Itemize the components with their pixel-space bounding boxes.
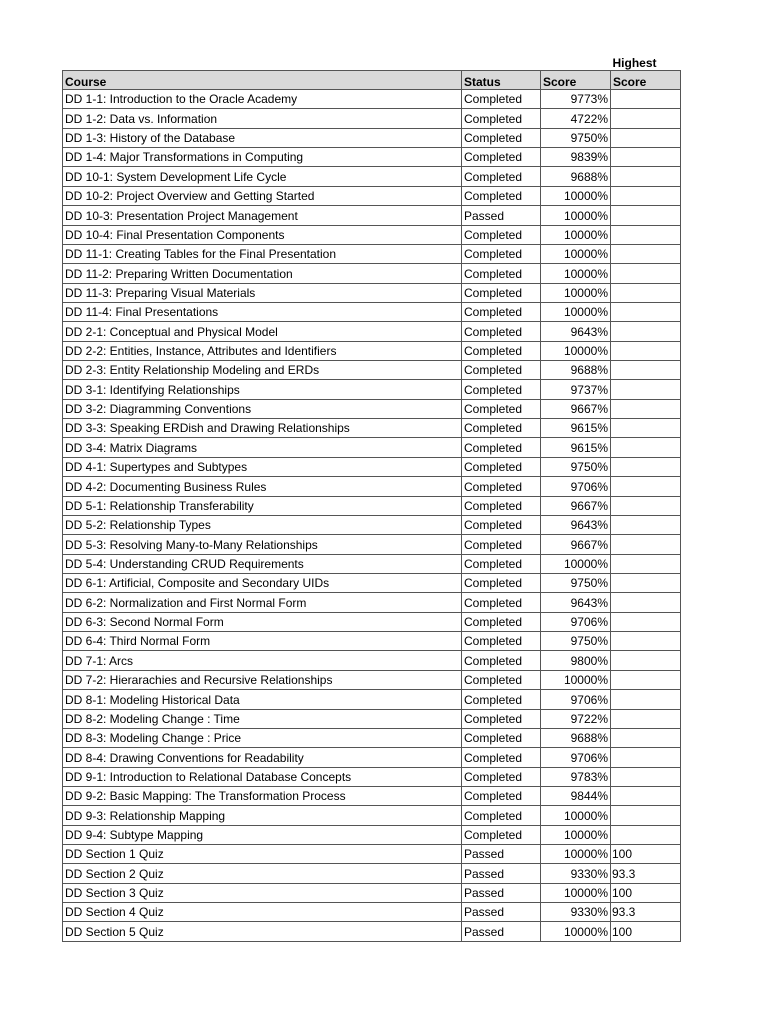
course-cell: DD 5-3: Resolving Many-to-Many Relationships bbox=[63, 535, 462, 554]
status-cell: Completed bbox=[462, 554, 541, 573]
course-cell: DD Section 3 Quiz bbox=[63, 883, 462, 902]
course-cell: DD 1-1: Introduction to the Oracle Academy bbox=[63, 90, 462, 109]
score-cell: 10000% bbox=[541, 244, 611, 263]
status-cell: Completed bbox=[462, 438, 541, 457]
header-status: Status bbox=[462, 71, 541, 90]
status-cell: Completed bbox=[462, 457, 541, 476]
table-row bbox=[63, 438, 681, 457]
highest-score-cell bbox=[611, 651, 681, 670]
status-cell: Completed bbox=[462, 535, 541, 554]
highest-score-cell bbox=[611, 670, 681, 689]
table-row bbox=[63, 244, 681, 263]
highest-score-cell bbox=[611, 496, 681, 515]
highest-score-cell bbox=[611, 806, 681, 825]
score-cell: 9688% bbox=[541, 361, 611, 380]
highest-score-cell bbox=[611, 109, 681, 128]
highest-score-cell bbox=[611, 399, 681, 418]
highest-score-cell bbox=[611, 748, 681, 767]
course-cell: DD 6-2: Normalization and First Normal Form bbox=[63, 593, 462, 612]
course-cell: DD 2-1: Conceptual and Physical Model bbox=[63, 322, 462, 341]
status-cell: Completed bbox=[462, 109, 541, 128]
course-cell: DD 9-3: Relationship Mapping bbox=[63, 806, 462, 825]
table-row bbox=[63, 90, 681, 109]
table-row bbox=[63, 186, 681, 205]
status-cell: Completed bbox=[462, 225, 541, 244]
course-cell: DD 10-4: Final Presentation Components bbox=[63, 225, 462, 244]
status-cell: Completed bbox=[462, 690, 541, 709]
status-cell: Completed bbox=[462, 186, 541, 205]
course-cell: DD 3-2: Diagramming Conventions bbox=[63, 399, 462, 418]
header-super-row bbox=[63, 56, 681, 71]
score-cell: 10000% bbox=[541, 670, 611, 689]
course-cell: DD 1-4: Major Transformations in Computing bbox=[63, 148, 462, 167]
highest-score-cell bbox=[611, 283, 681, 302]
course-cell: DD 6-1: Artificial, Composite and Secondary UIDs bbox=[63, 573, 462, 592]
highest-score-cell bbox=[611, 573, 681, 592]
course-cell: DD 10-3: Presentation Project Management bbox=[63, 206, 462, 225]
score-cell: 10000% bbox=[541, 825, 611, 844]
highest-score-cell: 100 bbox=[611, 922, 681, 941]
highest-score-cell bbox=[611, 244, 681, 263]
highest-score-cell bbox=[611, 167, 681, 186]
score-cell: 9839% bbox=[541, 148, 611, 167]
course-cell: DD 1-2: Data vs. Information bbox=[63, 109, 462, 128]
table-row bbox=[63, 148, 681, 167]
status-cell: Completed bbox=[462, 767, 541, 786]
score-cell: 9615% bbox=[541, 438, 611, 457]
highest-score-cell bbox=[611, 612, 681, 631]
table-row bbox=[63, 612, 681, 631]
status-cell: Completed bbox=[462, 632, 541, 651]
score-cell: 10000% bbox=[541, 806, 611, 825]
highest-score-cell bbox=[611, 148, 681, 167]
header-course: Course bbox=[63, 71, 462, 90]
status-cell: Completed bbox=[462, 322, 541, 341]
highest-score-cell bbox=[611, 593, 681, 612]
table-row bbox=[63, 593, 681, 612]
score-cell: 10000% bbox=[541, 883, 611, 902]
course-cell: DD 3-1: Identifying Relationships bbox=[63, 380, 462, 399]
table-row bbox=[63, 573, 681, 592]
highest-score-cell bbox=[611, 128, 681, 147]
highest-score-cell bbox=[611, 341, 681, 360]
table-row bbox=[63, 632, 681, 651]
status-cell: Completed bbox=[462, 612, 541, 631]
table-row bbox=[63, 922, 681, 941]
score-cell: 10000% bbox=[541, 206, 611, 225]
highest-score-cell bbox=[611, 477, 681, 496]
course-cell: DD 2-2: Entities, Instance, Attributes and Identifiers bbox=[63, 341, 462, 360]
score-cell: 9643% bbox=[541, 593, 611, 612]
table-row bbox=[63, 786, 681, 805]
score-cell: 9643% bbox=[541, 322, 611, 341]
course-cell: DD 3-4: Matrix Diagrams bbox=[63, 438, 462, 457]
status-cell: Completed bbox=[462, 806, 541, 825]
table-row bbox=[63, 109, 681, 128]
table-body bbox=[63, 90, 681, 942]
highest-score-cell bbox=[611, 767, 681, 786]
course-cell: DD 8-4: Drawing Conventions for Readability bbox=[63, 748, 462, 767]
score-cell: 9667% bbox=[541, 399, 611, 418]
table-row bbox=[63, 515, 681, 534]
score-cell: 10000% bbox=[541, 554, 611, 573]
score-cell: 9706% bbox=[541, 477, 611, 496]
score-cell: 9750% bbox=[541, 128, 611, 147]
status-cell: Passed bbox=[462, 922, 541, 941]
score-cell: 9737% bbox=[541, 380, 611, 399]
course-cell: DD Section 2 Quiz bbox=[63, 864, 462, 883]
highest-score-cell bbox=[611, 690, 681, 709]
score-cell: 9706% bbox=[541, 612, 611, 631]
course-cell: DD 9-4: Subtype Mapping bbox=[63, 825, 462, 844]
status-cell: Completed bbox=[462, 90, 541, 109]
course-cell: DD 8-3: Modeling Change : Price bbox=[63, 728, 462, 747]
highest-score-cell bbox=[611, 709, 681, 728]
table-row bbox=[63, 845, 681, 864]
table-row bbox=[63, 767, 681, 786]
score-cell: 9722% bbox=[541, 709, 611, 728]
table-row bbox=[63, 283, 681, 302]
highest-score-cell bbox=[611, 728, 681, 747]
score-cell: 9667% bbox=[541, 535, 611, 554]
score-cell: 9643% bbox=[541, 515, 611, 534]
course-cell: DD 4-1: Supertypes and Subtypes bbox=[63, 457, 462, 476]
course-cell: DD 11-1: Creating Tables for the Final Presentation bbox=[63, 244, 462, 263]
table-row bbox=[63, 380, 681, 399]
highest-score-cell bbox=[611, 90, 681, 109]
score-cell: 9706% bbox=[541, 748, 611, 767]
score-cell: 9750% bbox=[541, 632, 611, 651]
table-row bbox=[63, 457, 681, 476]
course-cell: DD Section 5 Quiz bbox=[63, 922, 462, 941]
table-row bbox=[63, 554, 681, 573]
header-spacer bbox=[462, 56, 541, 71]
score-cell: 9800% bbox=[541, 651, 611, 670]
course-cell: DD 3-3: Speaking ERDish and Drawing Relationships bbox=[63, 419, 462, 438]
status-cell: Completed bbox=[462, 341, 541, 360]
status-cell: Completed bbox=[462, 128, 541, 147]
highest-score-cell bbox=[611, 786, 681, 805]
highest-score-cell bbox=[611, 206, 681, 225]
table-row bbox=[63, 302, 681, 321]
course-cell: DD 6-4: Third Normal Form bbox=[63, 632, 462, 651]
status-cell: Completed bbox=[462, 825, 541, 844]
status-cell: Completed bbox=[462, 477, 541, 496]
course-cell: DD 7-1: Arcs bbox=[63, 651, 462, 670]
score-cell: 10000% bbox=[541, 225, 611, 244]
table-row bbox=[63, 225, 681, 244]
status-cell: Passed bbox=[462, 206, 541, 225]
highest-score-cell bbox=[611, 419, 681, 438]
highest-score-cell bbox=[611, 535, 681, 554]
status-cell: Passed bbox=[462, 903, 541, 922]
score-cell: 9773% bbox=[541, 90, 611, 109]
header-row bbox=[63, 71, 681, 90]
highest-score-cell bbox=[611, 515, 681, 534]
status-cell: Completed bbox=[462, 167, 541, 186]
status-cell: Completed bbox=[462, 496, 541, 515]
course-cell: DD 1-3: History of the Database bbox=[63, 128, 462, 147]
score-cell: 10000% bbox=[541, 302, 611, 321]
status-cell: Completed bbox=[462, 380, 541, 399]
table-row bbox=[63, 496, 681, 515]
highest-score-cell: 93.3 bbox=[611, 864, 681, 883]
course-cell: DD Section 1 Quiz bbox=[63, 845, 462, 864]
score-cell: 10000% bbox=[541, 186, 611, 205]
course-cell: DD 11-2: Preparing Written Documentation bbox=[63, 264, 462, 283]
header-highest-bottom: Score bbox=[611, 71, 681, 90]
highest-score-cell bbox=[611, 438, 681, 457]
score-cell: 9330% bbox=[541, 864, 611, 883]
status-cell: Completed bbox=[462, 748, 541, 767]
table-row bbox=[63, 670, 681, 689]
highest-score-cell bbox=[611, 302, 681, 321]
status-cell: Completed bbox=[462, 709, 541, 728]
table-row bbox=[63, 206, 681, 225]
status-cell: Completed bbox=[462, 786, 541, 805]
course-cell: DD 6-3: Second Normal Form bbox=[63, 612, 462, 631]
highest-score-cell bbox=[611, 186, 681, 205]
table-row bbox=[63, 690, 681, 709]
highest-score-cell bbox=[611, 632, 681, 651]
header-highest-top: Highest bbox=[612, 56, 657, 70]
table-row bbox=[63, 825, 681, 844]
score-cell: 9844% bbox=[541, 786, 611, 805]
header-spacer bbox=[541, 56, 611, 71]
status-cell: Passed bbox=[462, 883, 541, 902]
highest-score-cell bbox=[611, 554, 681, 573]
status-cell: Completed bbox=[462, 283, 541, 302]
status-cell: Completed bbox=[462, 728, 541, 747]
table-row bbox=[63, 167, 681, 186]
highest-score-cell bbox=[611, 361, 681, 380]
course-cell: DD 5-2: Relationship Types bbox=[63, 515, 462, 534]
highest-score-cell bbox=[611, 264, 681, 283]
table-row bbox=[63, 806, 681, 825]
score-cell: 10000% bbox=[541, 341, 611, 360]
table-row bbox=[63, 361, 681, 380]
course-cell: DD 9-1: Introduction to Relational Database Concepts bbox=[63, 767, 462, 786]
score-cell: 10000% bbox=[541, 922, 611, 941]
header-spacer bbox=[63, 56, 462, 71]
course-cell: DD 5-4: Understanding CRUD Requirements bbox=[63, 554, 462, 573]
table-row bbox=[63, 864, 681, 883]
status-cell: Completed bbox=[462, 593, 541, 612]
status-cell: Completed bbox=[462, 264, 541, 283]
score-cell: 10000% bbox=[541, 283, 611, 302]
highest-score-cell: 100 bbox=[611, 845, 681, 864]
course-cell: DD 10-2: Project Overview and Getting Started bbox=[63, 186, 462, 205]
table-row bbox=[63, 748, 681, 767]
table-row bbox=[63, 477, 681, 496]
header-score: Score bbox=[541, 71, 611, 90]
course-cell: DD 2-3: Entity Relationship Modeling and ERDs bbox=[63, 361, 462, 380]
table-row bbox=[63, 264, 681, 283]
table-row bbox=[63, 419, 681, 438]
status-cell: Completed bbox=[462, 148, 541, 167]
table-row bbox=[63, 903, 681, 922]
status-cell: Completed bbox=[462, 670, 541, 689]
table-row bbox=[63, 128, 681, 147]
course-cell: DD Section 4 Quiz bbox=[63, 903, 462, 922]
status-cell: Completed bbox=[462, 419, 541, 438]
highest-score-cell: 93.3 bbox=[611, 903, 681, 922]
highest-score-cell bbox=[611, 380, 681, 399]
status-cell: Completed bbox=[462, 399, 541, 418]
score-cell: 9330% bbox=[541, 903, 611, 922]
course-cell: DD 7-2: Hierarachies and Recursive Relationships bbox=[63, 670, 462, 689]
course-cell: DD 11-3: Preparing Visual Materials bbox=[63, 283, 462, 302]
course-cell: DD 8-1: Modeling Historical Data bbox=[63, 690, 462, 709]
highest-score-cell: 100 bbox=[611, 883, 681, 902]
status-cell: Completed bbox=[462, 573, 541, 592]
score-cell: 9750% bbox=[541, 573, 611, 592]
course-cell: DD 5-1: Relationship Transferability bbox=[63, 496, 462, 515]
score-cell: 9750% bbox=[541, 457, 611, 476]
score-cell: 4722% bbox=[541, 109, 611, 128]
course-cell: DD 11-4: Final Presentations bbox=[63, 302, 462, 321]
table-row bbox=[63, 651, 681, 670]
score-cell: 9706% bbox=[541, 690, 611, 709]
status-cell: Completed bbox=[462, 651, 541, 670]
status-cell: Completed bbox=[462, 515, 541, 534]
table-row bbox=[63, 341, 681, 360]
status-cell: Passed bbox=[462, 845, 541, 864]
spreadsheet bbox=[62, 56, 681, 942]
course-cell: DD 9-2: Basic Mapping: The Transformation Process bbox=[63, 786, 462, 805]
status-cell: Completed bbox=[462, 244, 541, 263]
highest-score-cell bbox=[611, 825, 681, 844]
score-cell: 9667% bbox=[541, 496, 611, 515]
table-row bbox=[63, 728, 681, 747]
table-row bbox=[63, 709, 681, 728]
status-cell: Completed bbox=[462, 302, 541, 321]
status-cell: Completed bbox=[462, 361, 541, 380]
table-row bbox=[63, 322, 681, 341]
highest-score-cell bbox=[611, 322, 681, 341]
course-cell: DD 4-2: Documenting Business Rules bbox=[63, 477, 462, 496]
score-cell: 10000% bbox=[541, 845, 611, 864]
table-row bbox=[63, 535, 681, 554]
course-cell: DD 10-1: System Development Life Cycle bbox=[63, 167, 462, 186]
score-cell: 9688% bbox=[541, 728, 611, 747]
table-row bbox=[63, 399, 681, 418]
score-cell: 9783% bbox=[541, 767, 611, 786]
score-cell: 9615% bbox=[541, 419, 611, 438]
status-cell: Passed bbox=[462, 864, 541, 883]
table-row bbox=[63, 883, 681, 902]
highest-score-cell bbox=[611, 225, 681, 244]
score-cell: 9688% bbox=[541, 167, 611, 186]
score-cell: 10000% bbox=[541, 264, 611, 283]
highest-score-cell bbox=[611, 457, 681, 476]
course-cell: DD 8-2: Modeling Change : Time bbox=[63, 709, 462, 728]
course-scores-table bbox=[62, 56, 681, 942]
